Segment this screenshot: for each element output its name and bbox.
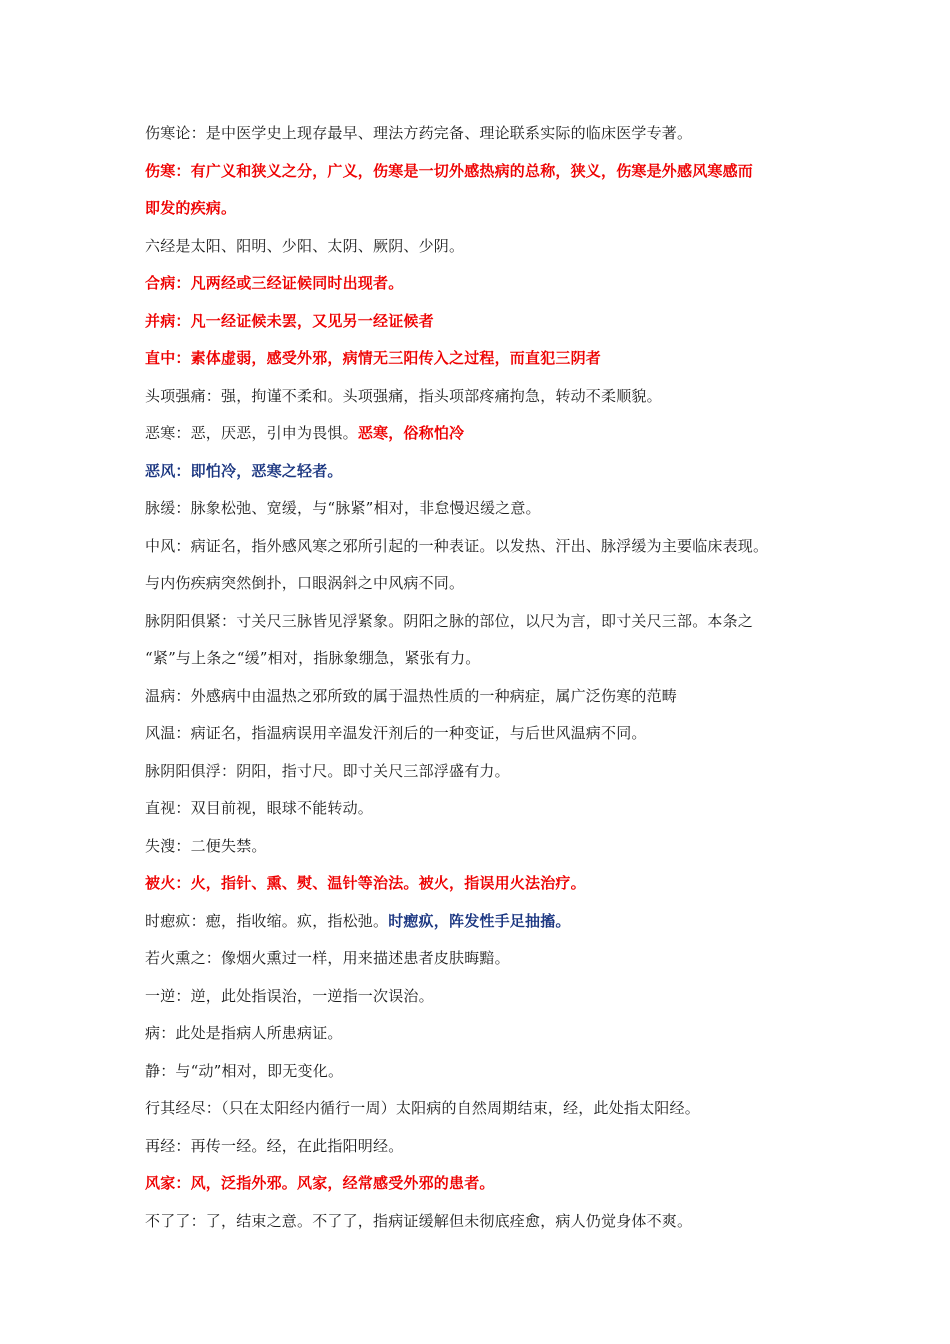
line-emphasis-text: 恶寒，俗称怕冷 — [357, 424, 465, 442]
text-line-emphasis — [145, 303, 825, 341]
line-text: 直中：素体虚弱，感受外邪，病情无三阳传入之过程，而直犯三阴者 — [145, 349, 602, 367]
line-text: 行其经尽：（只在太阳经内循行一周）太阳病的自然周期结束，经，此处指太阳经。 — [145, 1099, 700, 1117]
text-line-emphasis — [145, 265, 825, 303]
line-text: 风家：风，泛指外邪。风家，经常感受外邪的患者。 — [145, 1174, 495, 1192]
text-line — [145, 903, 825, 941]
line-text: 一逆：逆，此处指误治，一逆指一次误治。 — [145, 986, 434, 1005]
text-line — [145, 828, 825, 866]
line-text: 时瘛疭：瘛，指收缩。疭，指松弛。 — [145, 911, 389, 930]
line-text: 再经：再传一经。经，在此指阳明经。 — [145, 1136, 404, 1155]
line-text: 静：与“动”相对，即无变化。 — [145, 1061, 344, 1080]
text-line-emphasis — [145, 1165, 825, 1203]
line-text: 脉阴阳俱紧：寸关尺三脉皆见浮紧象。阴阳之脉的部位，以尺为言，即寸关尺三部。本条之 — [145, 611, 754, 630]
text-line — [145, 415, 825, 453]
text-line — [145, 715, 825, 753]
line-text: 脉缓：脉象松弛、宽缓，与“脉紧”相对，非怠慢迟缓之意。 — [145, 499, 541, 517]
text-line — [145, 753, 825, 791]
line-text: 中风：病证名，指外感风寒之邪所引起的一种表证。以发热、汗出、脉浮缓为主要临床表现。 — [145, 536, 769, 555]
text-line — [145, 378, 825, 416]
text-line — [145, 1090, 825, 1128]
text-line-emphasis — [145, 340, 825, 378]
text-line-emphasis — [145, 153, 825, 191]
line-text: 失溲：二便失禁。 — [145, 836, 267, 855]
line-text: 被火：火，指针、熏、熨、温针等治法。被火，指误用火法治疗。 — [145, 874, 586, 892]
text-line — [145, 678, 825, 716]
line-text: 温病：外感病中由温热之邪所致的属于温热性质的一种病症，属广泛伤寒的范畴 — [145, 686, 678, 705]
line-text: 不了了：了，结束之意。不了了，指病证缓解但未彻底痊愈，病人仍觉身体不爽。 — [145, 1211, 693, 1230]
line-text: 病：此处是指病人所患病证。 — [145, 1024, 343, 1042]
text-line — [145, 1053, 825, 1091]
line-text: 风温：病证名，指温病误用辛温发汗剂后的一种变证，与后世风温病不同。 — [145, 724, 647, 742]
text-line — [145, 1203, 825, 1241]
line-text: 若火熏之：像烟火熏过一样，用来描述患者皮肤晦黯。 — [145, 949, 510, 967]
line-text: 合病：凡两经或三经证候同时出现者。 — [145, 274, 404, 292]
document-body — [145, 115, 825, 1240]
line-text: 六经是太阳、阳明、少阳、太阴、厥阴、少阴。 — [145, 236, 465, 255]
text-line — [145, 490, 825, 528]
text-line — [145, 790, 825, 828]
line-text: 恶风：即怕冷，恶寒之轻者。 — [145, 461, 343, 480]
text-line — [145, 940, 825, 978]
text-line-emphasis — [145, 865, 825, 903]
line-text: 与内伤疾病突然倒扑，口眼涡斜之中风病不同。 — [145, 574, 465, 592]
line-text: 即发的疾病。 — [145, 199, 237, 217]
line-text: 直视：双目前视，眼球不能转动。 — [145, 799, 374, 817]
line-text: 恶寒：恶，厌恶，引申为畏惧。 — [145, 424, 358, 442]
text-line — [145, 1128, 825, 1166]
line-text: 脉阴阳俱浮：阴阳，指寸尺。即寸关尺三部浮盛有力。 — [145, 761, 510, 780]
text-line-emphasis — [145, 453, 825, 491]
text-line — [145, 978, 825, 1016]
text-line — [145, 228, 825, 266]
text-line-emphasis — [145, 190, 825, 228]
line-text: 头项强痛：强，拘谨不柔和。头项强痛，指头项部疼痛拘急，转动不柔顺貌。 — [145, 386, 662, 405]
text-line — [145, 1015, 825, 1053]
line-text: “紧”与上条之“缓”相对，指脉象绷急，紧张有力。 — [145, 649, 481, 667]
line-text: 伤寒：有广义和狭义之分，广义，伤寒是一切外感热病的总称，狭义，伤寒是外感风寒感而 — [145, 161, 754, 180]
text-line — [145, 640, 825, 678]
line-text: 并病：凡一经证候未罢，又见另一经证候者 — [145, 311, 434, 330]
line-text: 伤寒论：是中医学史上现存最早、理法方药完备、理论联系实际的临床医学专著。 — [145, 124, 693, 142]
text-line — [145, 565, 825, 603]
text-line — [145, 528, 825, 566]
line-emphasis-text: 时瘛疭，阵发性手足抽搐。 — [388, 911, 571, 930]
text-line — [145, 115, 825, 153]
text-line — [145, 603, 825, 641]
